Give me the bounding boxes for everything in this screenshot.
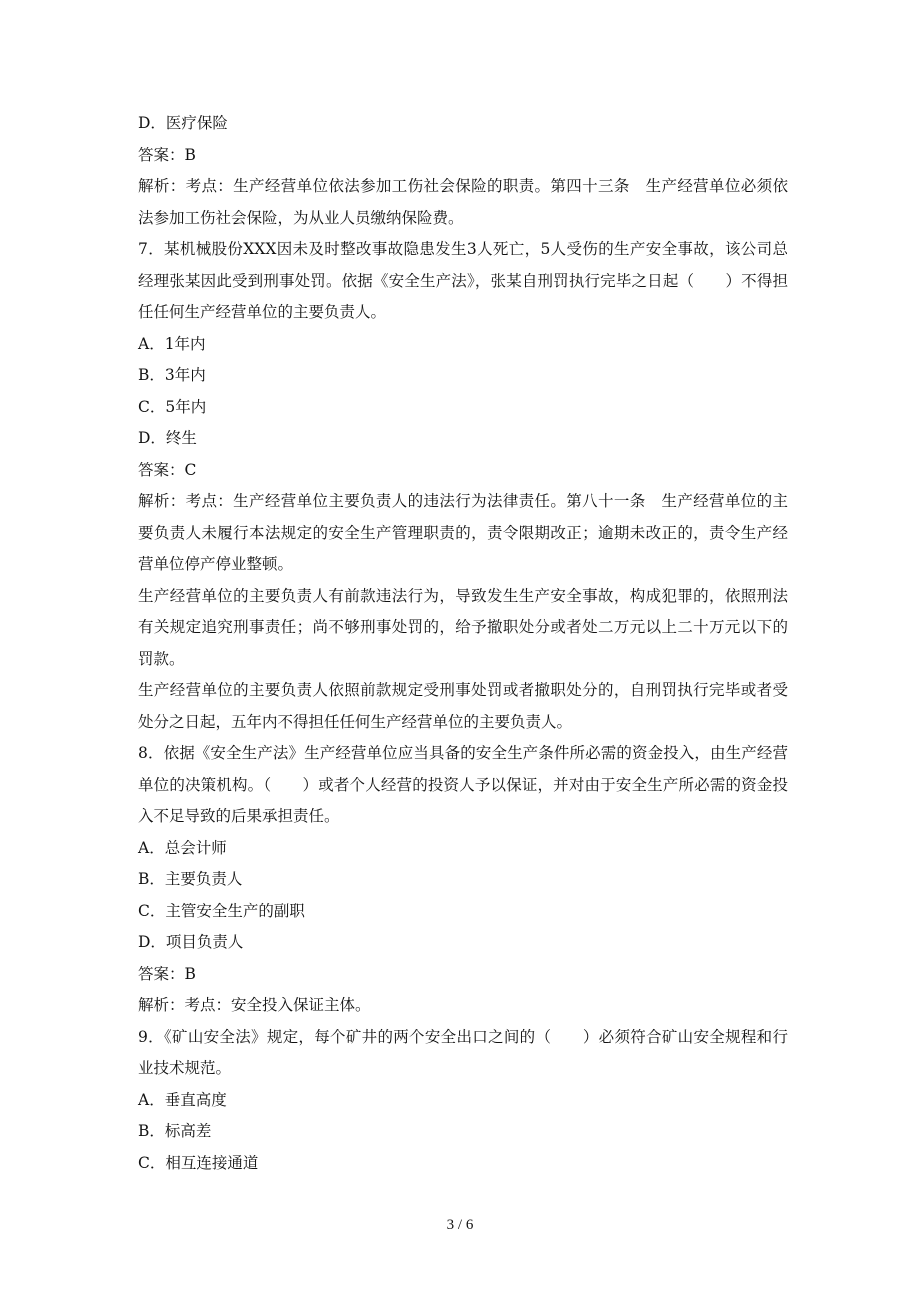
q7-stem: 7．某机械股份XXX因未及时整改事故隐患发生3人死亡，5人受伤的生产安全事故，该公司总经理张某因此受到刑事处罚。依据《安全生产法》，张某自刑罚执行完毕之日起（ ）不得担任任何生产经营单位的主要负责人。: [138, 240, 788, 321]
q9-stem: 9．《矿山安全法》规定，每个矿井的两个安全出口之间的（ ）必须符合矿山安全规程和行业技术规范。: [138, 1027, 788, 1077]
q9-option-a: A．垂直高度: [138, 1090, 227, 1109]
q7-answer: 答案：C: [138, 460, 197, 479]
q8-option-c: C．主管安全生产的副职: [138, 901, 305, 920]
page-content: [138, 108, 788, 1179]
q7-analysis-2: 生产经营单位的主要负责人有前款违法行为，导致发生生产安全事故，构成犯罪的，依照刑法有关规定追究刑事责任；尚不够刑事处罚的，给予撤职处分或者处二万元以上二十万元以下的罚款。: [138, 586, 788, 668]
q8-analysis: 解析：考点：安全投入保证主体。: [138, 996, 371, 1014]
q7-analysis-1: 解析：考点：生产经营单位主要负责人的违法行为法律责任。第八十一条 生产经营单位的主要负责人未履行本法规定的安全生产管理职责的，责令限期改正；逾期未改正的，责令生产经营单位停产停业整顿。: [138, 492, 788, 573]
page-number: 3 / 6: [446, 1217, 474, 1233]
prev-answer: 答案：B: [138, 145, 196, 164]
q7-option-b: B．3年内: [138, 366, 206, 384]
q8-answer: 答案：B: [138, 964, 196, 983]
q9-option-c: C．相互连接通道: [138, 1153, 259, 1172]
q8-option-d: D．项目负责人: [138, 933, 244, 951]
q7-option-a: A．1年内: [138, 334, 206, 353]
q8-option-a: A．总会计师: [138, 838, 227, 857]
q7-option-d: D．终生: [138, 429, 197, 447]
q8-stem: 8．依据《安全生产法》生产经营单位应当具备的安全生产条件所必需的资金投入，由生产经营单位的决策机构。（ ）或者个人经营的投资人予以保证，并对由于安全生产所必需的资金投入不足导致的后果承担责任。: [138, 744, 788, 825]
q9-option-b: B．标高差: [138, 1122, 212, 1140]
prev-option-d: D．医疗保险: [138, 114, 228, 132]
prev-analysis: 解析：考点：生产经营单位依法参加工伤社会保险的职责。第四十三条 生产经营单位必须依法参加工伤社会保险，为从业人员缴纳保险费。: [138, 177, 788, 227]
q8-option-b: B．主要负责人: [138, 870, 243, 888]
q7-analysis-3: 生产经营单位的主要负责人依照前款规定受刑事处罚或者撤职处分的，自刑罚执行完毕或者受处分之日起，五年内不得担任任何生产经营单位的主要负责人。: [138, 681, 788, 731]
q7-option-c: C．5年内: [138, 397, 207, 416]
